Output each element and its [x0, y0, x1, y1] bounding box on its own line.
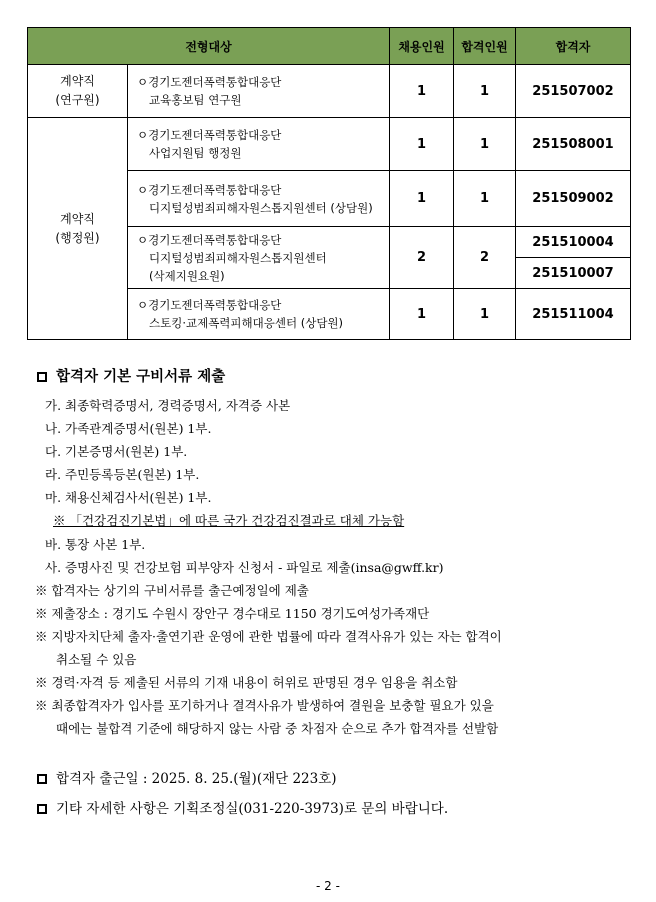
contact-line: 기타 자세한 사항은 기획조정실(031-220-3973)로 문의 바랍니다.: [37, 797, 448, 817]
header-passers: 합격자: [516, 28, 631, 65]
health-note: ※ 「건강검진기본법」에 따른 국가 건강검진결과로 대체 가능함: [53, 513, 405, 528]
results-table: [27, 27, 631, 340]
checkbox-square-icon: [37, 372, 47, 382]
position-description: ㅇ경기도젠더폭력통합대응단 교육홍보팀 연구원: [128, 65, 390, 118]
position-description: ㅇ경기도젠더폭력통합대응단 스토킹·교제폭력피해대응센터 (상담원): [128, 289, 390, 340]
note-item: ※ 합격자는 상기의 구비서류를 출근예정일에 제출: [35, 583, 309, 598]
category-cell: 계약직 (연구원): [28, 65, 128, 118]
pass-count: 1: [454, 171, 516, 227]
position-description: ㅇ경기도젠더폭력통합대응단 디지털성범죄피해자원스톱지원센터 (상담원): [128, 171, 390, 227]
documents-heading: 합격자 기본 구비서류 제출: [37, 365, 225, 386]
position-description: ㅇ경기도젠더폭력통합대응단 디지털성범죄피해자원스톱지원센터 (삭제지원요원): [128, 227, 390, 289]
table-row: [28, 65, 631, 118]
note-item: ※ 최종합격자가 입사를 포기하거나 결격사유가 발생하여 결원을 보충할 필요가 있을: [35, 698, 494, 713]
list-item: 가. 최종학력증명서, 경력증명서, 자격증 사본: [45, 398, 291, 413]
page-number: - 2 -: [316, 879, 340, 893]
list-item: 라. 주민등록등본(원본) 1부.: [45, 467, 200, 482]
header-target: 전형대상: [28, 28, 390, 65]
hire-count: 1: [390, 171, 454, 227]
note-item: ※ 경력·자격 등 제출된 서류의 기재 내용이 허위로 판명된 경우 임용을 취소함: [35, 675, 458, 690]
list-item: 나. 가족관계증명서(원본) 1부.: [45, 421, 212, 436]
start-date-line: 합격자 출근일 : 2025. 8. 25.(월)(재단 223호): [37, 767, 337, 787]
table-row: [28, 118, 631, 171]
passer-id: 251510004: [516, 227, 631, 258]
note-item: ※ 제출장소 : 경기도 수원시 장안구 경수대로 1150 경기도여성가족재단: [35, 606, 430, 621]
list-item: 마. 채용신체검사서(원본) 1부.: [45, 490, 212, 505]
note-item: ※ 지방자치단체 출자·출연기관 운영에 관한 법률에 따라 결격사유가 있는 자는 합격이: [35, 629, 502, 644]
hire-count: 1: [390, 118, 454, 171]
hire-count: 2: [390, 227, 454, 289]
header-hire-count: 채용인원: [390, 28, 454, 65]
passer-id: 251511004: [516, 289, 631, 340]
checkbox-square-icon: [37, 774, 47, 784]
passer-id: 251509002: [516, 171, 631, 227]
hire-count: 1: [390, 65, 454, 118]
passer-id: 251507002: [516, 65, 631, 118]
list-item: 다. 기본증명서(원본) 1부.: [45, 444, 188, 459]
header-pass-count: 합격인원: [454, 28, 516, 65]
note-item-continued: 취소될 수 있음: [56, 652, 137, 667]
position-description: ㅇ경기도젠더폭력통합대응단 사업지원팀 행정원: [128, 118, 390, 171]
passer-id: 251510007: [516, 258, 631, 289]
category-cell: 계약직 (행정원): [28, 118, 128, 340]
list-item: 바. 통장 사본 1부.: [45, 537, 146, 552]
pass-count: 2: [454, 227, 516, 289]
hire-count: 1: [390, 289, 454, 340]
pass-count: 1: [454, 65, 516, 118]
pass-count: 1: [454, 289, 516, 340]
table-header-row: [28, 28, 631, 65]
checkbox-square-icon: [37, 804, 47, 814]
passer-id: 251508001: [516, 118, 631, 171]
note-item-continued: 때에는 불합격 기준에 해당하지 않는 사람 중 차점자 순으로 추가 합격자를 선발함: [56, 721, 499, 736]
list-item: 사. 증명사진 및 건강보험 피부양자 신청서 - 파일로 제출(insa@gwff.kr): [45, 560, 444, 575]
pass-count: 1: [454, 118, 516, 171]
